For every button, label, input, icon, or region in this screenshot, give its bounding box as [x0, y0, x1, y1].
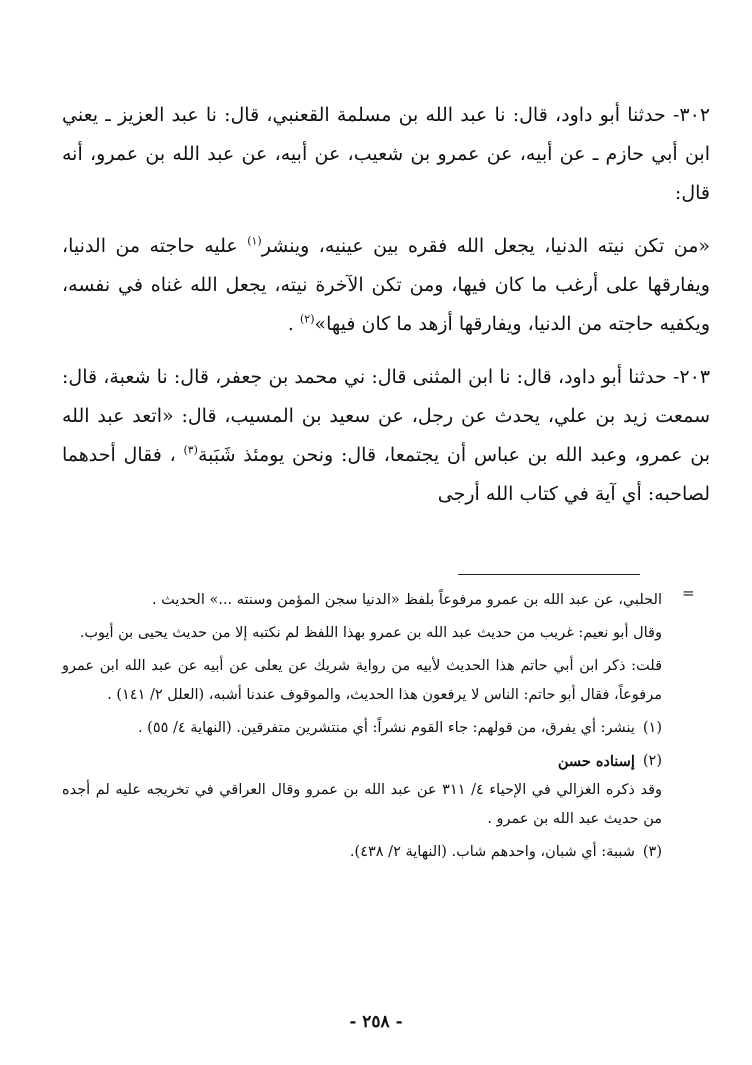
footnote-3 — [62, 838, 662, 867]
footnote-2-number: (٢) — [642, 753, 662, 769]
hadith-302-isnad: ٣٠٢- حدثنا أبو داود، قال: نا عبد الله بن مسلمة القعنبي، قال: نا عبد العزيز ـ يعني ابن أبي حازم ـ عن أبيه، عن عمرو بن شعيب، عن أبيه، عن عبد الله بن عمرو، أنه قال: — [62, 104, 710, 204]
footnote-continued-2: وقال أبو نعيم: غريب من حديث عبد الله بن عمرو بهذا اللفظ لم نكتبه إلا من حديث يحيى بن أيوب. — [79, 625, 662, 641]
page-number: - ٢٥٨ - — [349, 1012, 403, 1032]
footnote-separator — [458, 574, 640, 575]
footnote-2 — [62, 747, 662, 776]
hadith-302-matn — [62, 227, 710, 344]
hadith-302-text-b: عليه حاجته من الدنيا، ويفارقها على أرغب ما كان فيها، ومن تكن الآخرة نيته، يجعل الله غناه في نفسه، ويكفيه حاجته من الدنيا، ويفارقها أزهد ما كان فيها» — [62, 235, 710, 335]
footnote-2-detail: وقد ذكره الغزالي في الإحياء ٤/ ٣١١ عن عبد الله بن عمرو وقال العراقي في تخريجه عليه لم أجده من حديث عبد الله بن عمرو . — [62, 782, 662, 827]
footnote-1 — [62, 714, 662, 743]
footnote-ref-2[interactable]: (٢) — [300, 312, 315, 326]
footnote-ref-1[interactable]: (١) — [247, 234, 262, 248]
hadith-303 — [62, 358, 710, 514]
footnotes — [62, 586, 662, 867]
footnote-continued-1: الحلبي، عن عبد الله بن عمرو مرفوعاً بلفظ «الدنيا سجن المؤمن وسنته ...» الحديث . — [151, 592, 662, 608]
hadith-302-end: . — [287, 313, 300, 335]
main-text — [62, 96, 710, 528]
footnote-3-text: شببة: أي شبان، واحدهم شاب. (النهاية ٢/ ٤٣٨). — [349, 844, 635, 860]
hadith-303-text-b: ، فقال أحدهما لصاحبه: أي آية في كتاب الله أرجى — [62, 444, 710, 505]
footnote-1-text: ينشر: أي يفرق، من قولهم: جاء القوم نشراً: أي منتشرين متفرقين. (النهاية ٤/ ٥٥) . — [137, 720, 635, 736]
hadith-302-chain — [62, 96, 710, 213]
footnote-2-text: إسناده حسن — [557, 753, 635, 770]
footnote-continued-3: قلت: ذكر ابن أبي حاتم هذا الحديث لأبيه من رواية شريك عن يعلى عن أبيه عن عبد الله ابن عمرو مرفوعاً، فقال أبو حاتم: الناس لا يرفعون هذا الحديث، والموقوف عندنا أشبه، (العلل ٢/ ١٤١) . — [62, 658, 662, 703]
hadith-303-text-a: ٢٠٣- حدثنا أبو داود، قال: نا ابن المثنى قال: ني محمد بن جعفر، قال: نا شعبة، قال: سمعت زيد بن علي، يحدث عن رجل، عن سعيد بن المسيب، قال: «اتعد عبد الله بن عمرو، وعبد الله بن عباس أن يجتمعا، قال: ونحن يومئذ شَبَبة — [62, 366, 710, 466]
footnote-continuation-mark: = — [682, 584, 695, 602]
footnote-ref-3[interactable]: (٣) — [183, 443, 198, 457]
footnote-1-number: (١) — [642, 720, 662, 736]
footnote-3-number: (٣) — [642, 844, 662, 860]
hadith-302-text-a: «من تكن نيته الدنيا، يجعل الله فقره بين عينيه، وينشر — [261, 235, 711, 257]
